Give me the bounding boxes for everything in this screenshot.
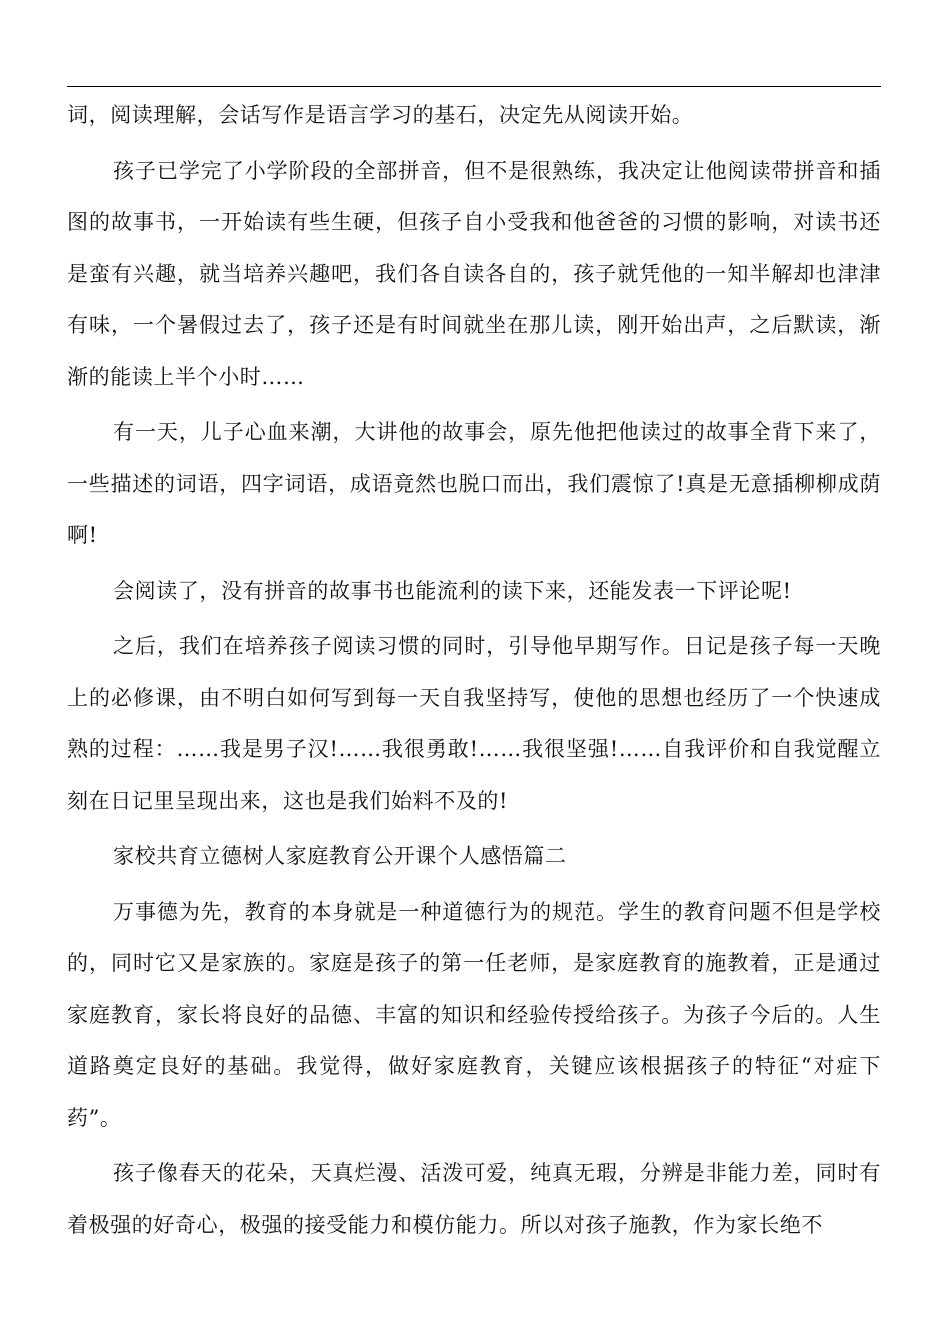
- text-line: 通过家庭教育，家长将良好的品德、丰富的知识和经验传授给孩子。为孩子今后的。: [67, 951, 882, 1027]
- text-line: 书还是蛮有兴趣，就当培养兴趣吧，我们各自读各自的，孩子就凭他的一知半解却: [67, 210, 882, 286]
- paragraph: [67, 1148, 881, 1251]
- paragraph: [67, 621, 881, 827]
- text-line: 有一天，儿子心血来潮，大讲他的故事会，原先他把他读过的故事全背下来了，: [113, 420, 881, 444]
- text-line: 会阅读了，没有拼音的故事书也能流利的读下来，还能发表一下评论呢!: [113, 578, 792, 603]
- text-line: 一些描述的词语，四字词语，成语竟然也脱口而出，我们震惊了!真是无意插柳柳: [67, 471, 838, 496]
- text-line: 人生道路奠定良好的基础。我觉得，做好家庭教育，关键应该根据孩子的特征“对: [67, 1002, 882, 1078]
- text-line: 默读，渐渐的能读上半个小时……: [67, 313, 882, 389]
- text-line: 症下药”。: [67, 1054, 882, 1130]
- paragraph: [67, 90, 881, 142]
- document-body: [67, 90, 881, 1255]
- text-line: 速成熟的过程：……我是男子汉!……我很勇敢!……我很坚强!……自我评价和自: [67, 685, 882, 761]
- text-line: 插图的故事书，一开始读有些生硬，但孩子自小受我和他爸爸的习惯的影响，对读: [67, 158, 881, 234]
- text-line: 也津津有味，一个暑假过去了，孩子还是有时间就坐在那儿读，刚开始出声，之后: [67, 261, 881, 337]
- header-rule: [67, 86, 881, 87]
- text-line: 有着极强的好奇心，极强的接受能力和模仿能力。所以对孩子施教，作为家长绝不: [67, 1161, 881, 1237]
- text-line: 之后，我们在培养孩子阅读习惯的同时，引导他早期写作。日记是孩子每一天: [113, 634, 860, 658]
- text-line: 晚上的必修课，由不明白如何写到每一天自我坚持写，使他的思想也经历了一个快: [67, 634, 881, 710]
- text-line: 校的，同时它又是家族的。家庭是孩子的第一任老师，是家庭教育的施教着，正是: [67, 899, 881, 975]
- text-line: 词，阅读理解，会话写作是语言学习的基石，决定先从阅读开始。: [67, 103, 694, 127]
- paragraph: [67, 146, 881, 404]
- text-line: 万事德为先，教育的本身就是一种道德行为的规范。学生的教育问题不但是学: [113, 899, 860, 924]
- text-line: 成荫啊!: [67, 471, 881, 547]
- section-title: 家校共育立德树人家庭教育公开课个人感悟篇二: [113, 844, 567, 868]
- text-line: 孩子像春天的花朵，天真烂漫、活泼可爱，纯真无瑕，分辨是非能力差，同时: [113, 1161, 860, 1185]
- paragraph: [67, 887, 881, 1145]
- text-line: 我觉醒立刻在日记里呈现出来，这也是我们始料不及的!: [67, 737, 881, 813]
- paragraph: [67, 407, 881, 562]
- text-line: 孩子已学完了小学阶段的全部拼音，但不是很熟练，我决定让他阅读带拼音和: [113, 158, 860, 183]
- paragraph: [67, 566, 881, 618]
